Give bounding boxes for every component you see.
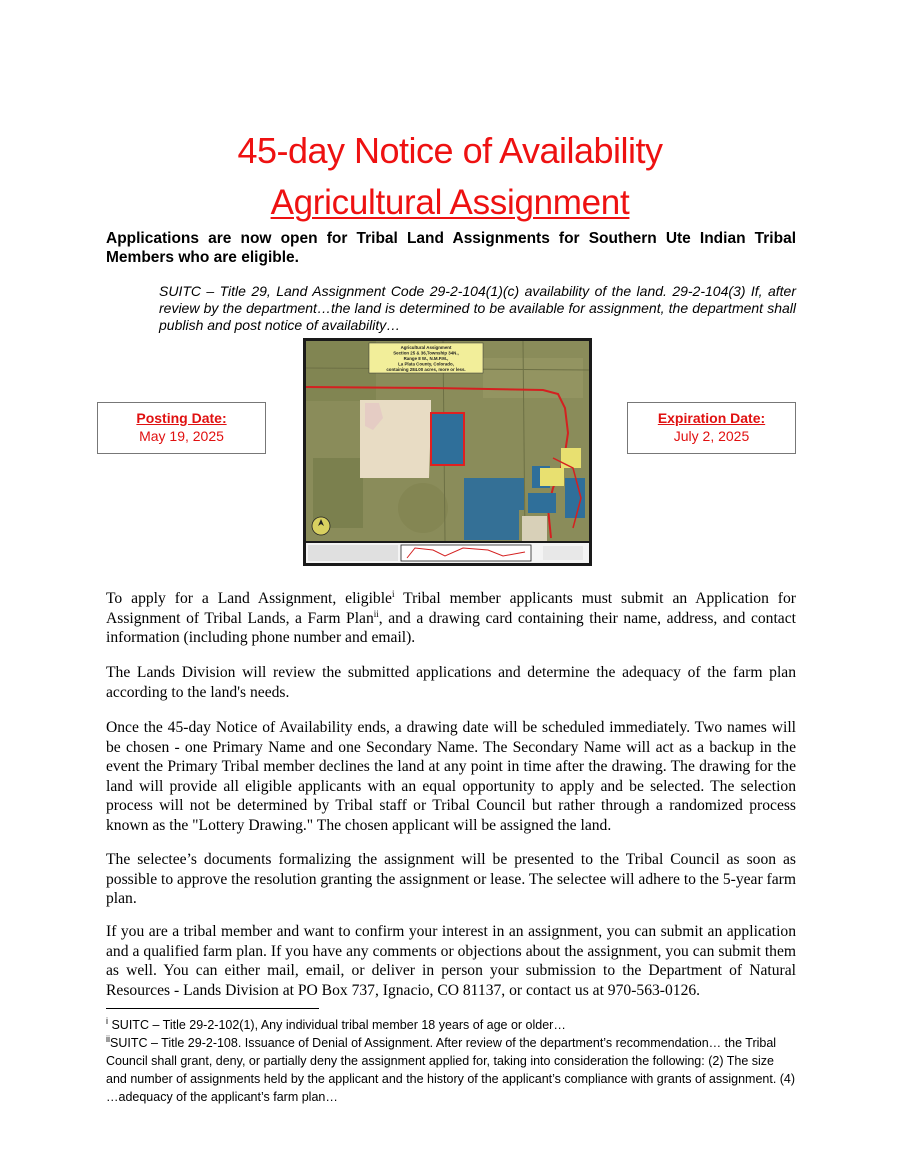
expiration-date-label: Expiration Date:: [657, 410, 766, 426]
footnote-divider: [106, 1008, 319, 1009]
footnote-ref-i: i: [391, 588, 395, 599]
notice-subtitle-text: Agricultural Assignment: [270, 183, 630, 222]
footnote-1: [106, 1016, 796, 1034]
footnote-2-text: SUITC – Title 29-2-108. Issuance of Denial of Assignment. After review of the department’s recommendation… the Tribal Council shall grant, deny, or partially deny the assignment applied for, taking into consideration the following: (2) The size and number of assignments held by the applicant and the history of the applicant’s compliance with grants of assignment. (4) …adequacy of the applicant’s farm plan…: [106, 1036, 796, 1104]
p1-part-c: , and a drawing card containing their name, address, and contact information (including phone number and email).: [106, 609, 796, 647]
map-title-line-4: La Plata County, Colorado,: [398, 361, 454, 367]
notice-title: 45-day Notice of Availability: [237, 130, 663, 171]
intro-text: Applications are now open for Tribal Land Assignments for Southern Ute Indian Tribal Members who are eligible.: [106, 230, 796, 266]
map-title-line-1: Agricultural Assignment: [400, 345, 452, 350]
map-title-line-3: Range 8 W., N.M.P.M.,: [403, 356, 449, 361]
paragraph-selectee: The selectee’s documents formalizing the assignment will be presented to the Tribal Council as soon as possible to approve the resolution granting the assignment or lease. The selectee will adhere to the 5-year farm plan.: [106, 851, 796, 908]
footnote-2-mark: ii: [106, 1033, 110, 1044]
parcel-map-image: [303, 338, 592, 566]
paragraph-review: The Lands Division will review the submitted applications and determine the adequacy of the farm plan according to the land's needs.: [106, 664, 796, 701]
footnote-1-mark: i: [106, 1015, 108, 1026]
paragraph-apply: [106, 589, 796, 648]
notice-subtitle: [0, 183, 900, 223]
expiration-date-value: July 2, 2025: [673, 428, 750, 444]
posting-date-box: [97, 402, 266, 454]
footnote-2: [106, 1034, 796, 1106]
p1-part-a: To apply for a Land Assignment, eligible: [106, 590, 392, 607]
map-title-line-5: containing 284.00 acres, more or less.: [386, 367, 466, 372]
p1-part-b: Tribal member applicants must submit an Application for Assignment of Tribal Lands, a Farm Plan: [106, 590, 796, 627]
paragraph-contact: If you are a tribal member and want to confirm your interest in an assignment, you can submit an application and a qualified farm plan. If you have any comments or objections about the assignment, you can submit them as well. You can either mail, email, or deliver in person your submission to the Department of Natural Resources - Lands Division at PO Box 737, Ignacio, CO 81137, or contact us at 970-563-0126.: [106, 923, 796, 999]
expiration-date-box: [627, 402, 796, 454]
posting-date-label: Posting Date:: [136, 410, 227, 426]
paragraph-drawing: Once the 45-day Notice of Availability ends, a drawing date will be scheduled immediately. Two names will be chosen - one Primary Name and one Secondary Name. The Secondary Name will act as a backup in the event the Primary Tribal member declines the land at any point in time after the drawing. The drawing for the land will provide all eligible applicants with an equal opportunity to apply and be selected. The selection process will not be determined by Tribal staff or Tribal Council but rather through a randomized process known as the "Lottery Drawing." The chosen applicant will be assigned the land.: [106, 719, 796, 834]
footnote-1-text: SUITC – Title 29-2-102(1), Any individual tribal member 18 years of age or older…: [108, 1018, 566, 1032]
posting-date-value: May 19, 2025: [139, 428, 224, 444]
footnote-ref-ii: ii: [373, 608, 379, 619]
map-title-line-2: Section 25 & 36,Township 34N.,: [393, 350, 459, 356]
code-quote: SUITC – Title 29, Land Assignment Code 29-2-104(1)(c) availability of the land. 29-2-104(3) If, after review by the department…the land is determined to be available for assignment, the department shall publish and post notice of availability…: [159, 283, 796, 333]
